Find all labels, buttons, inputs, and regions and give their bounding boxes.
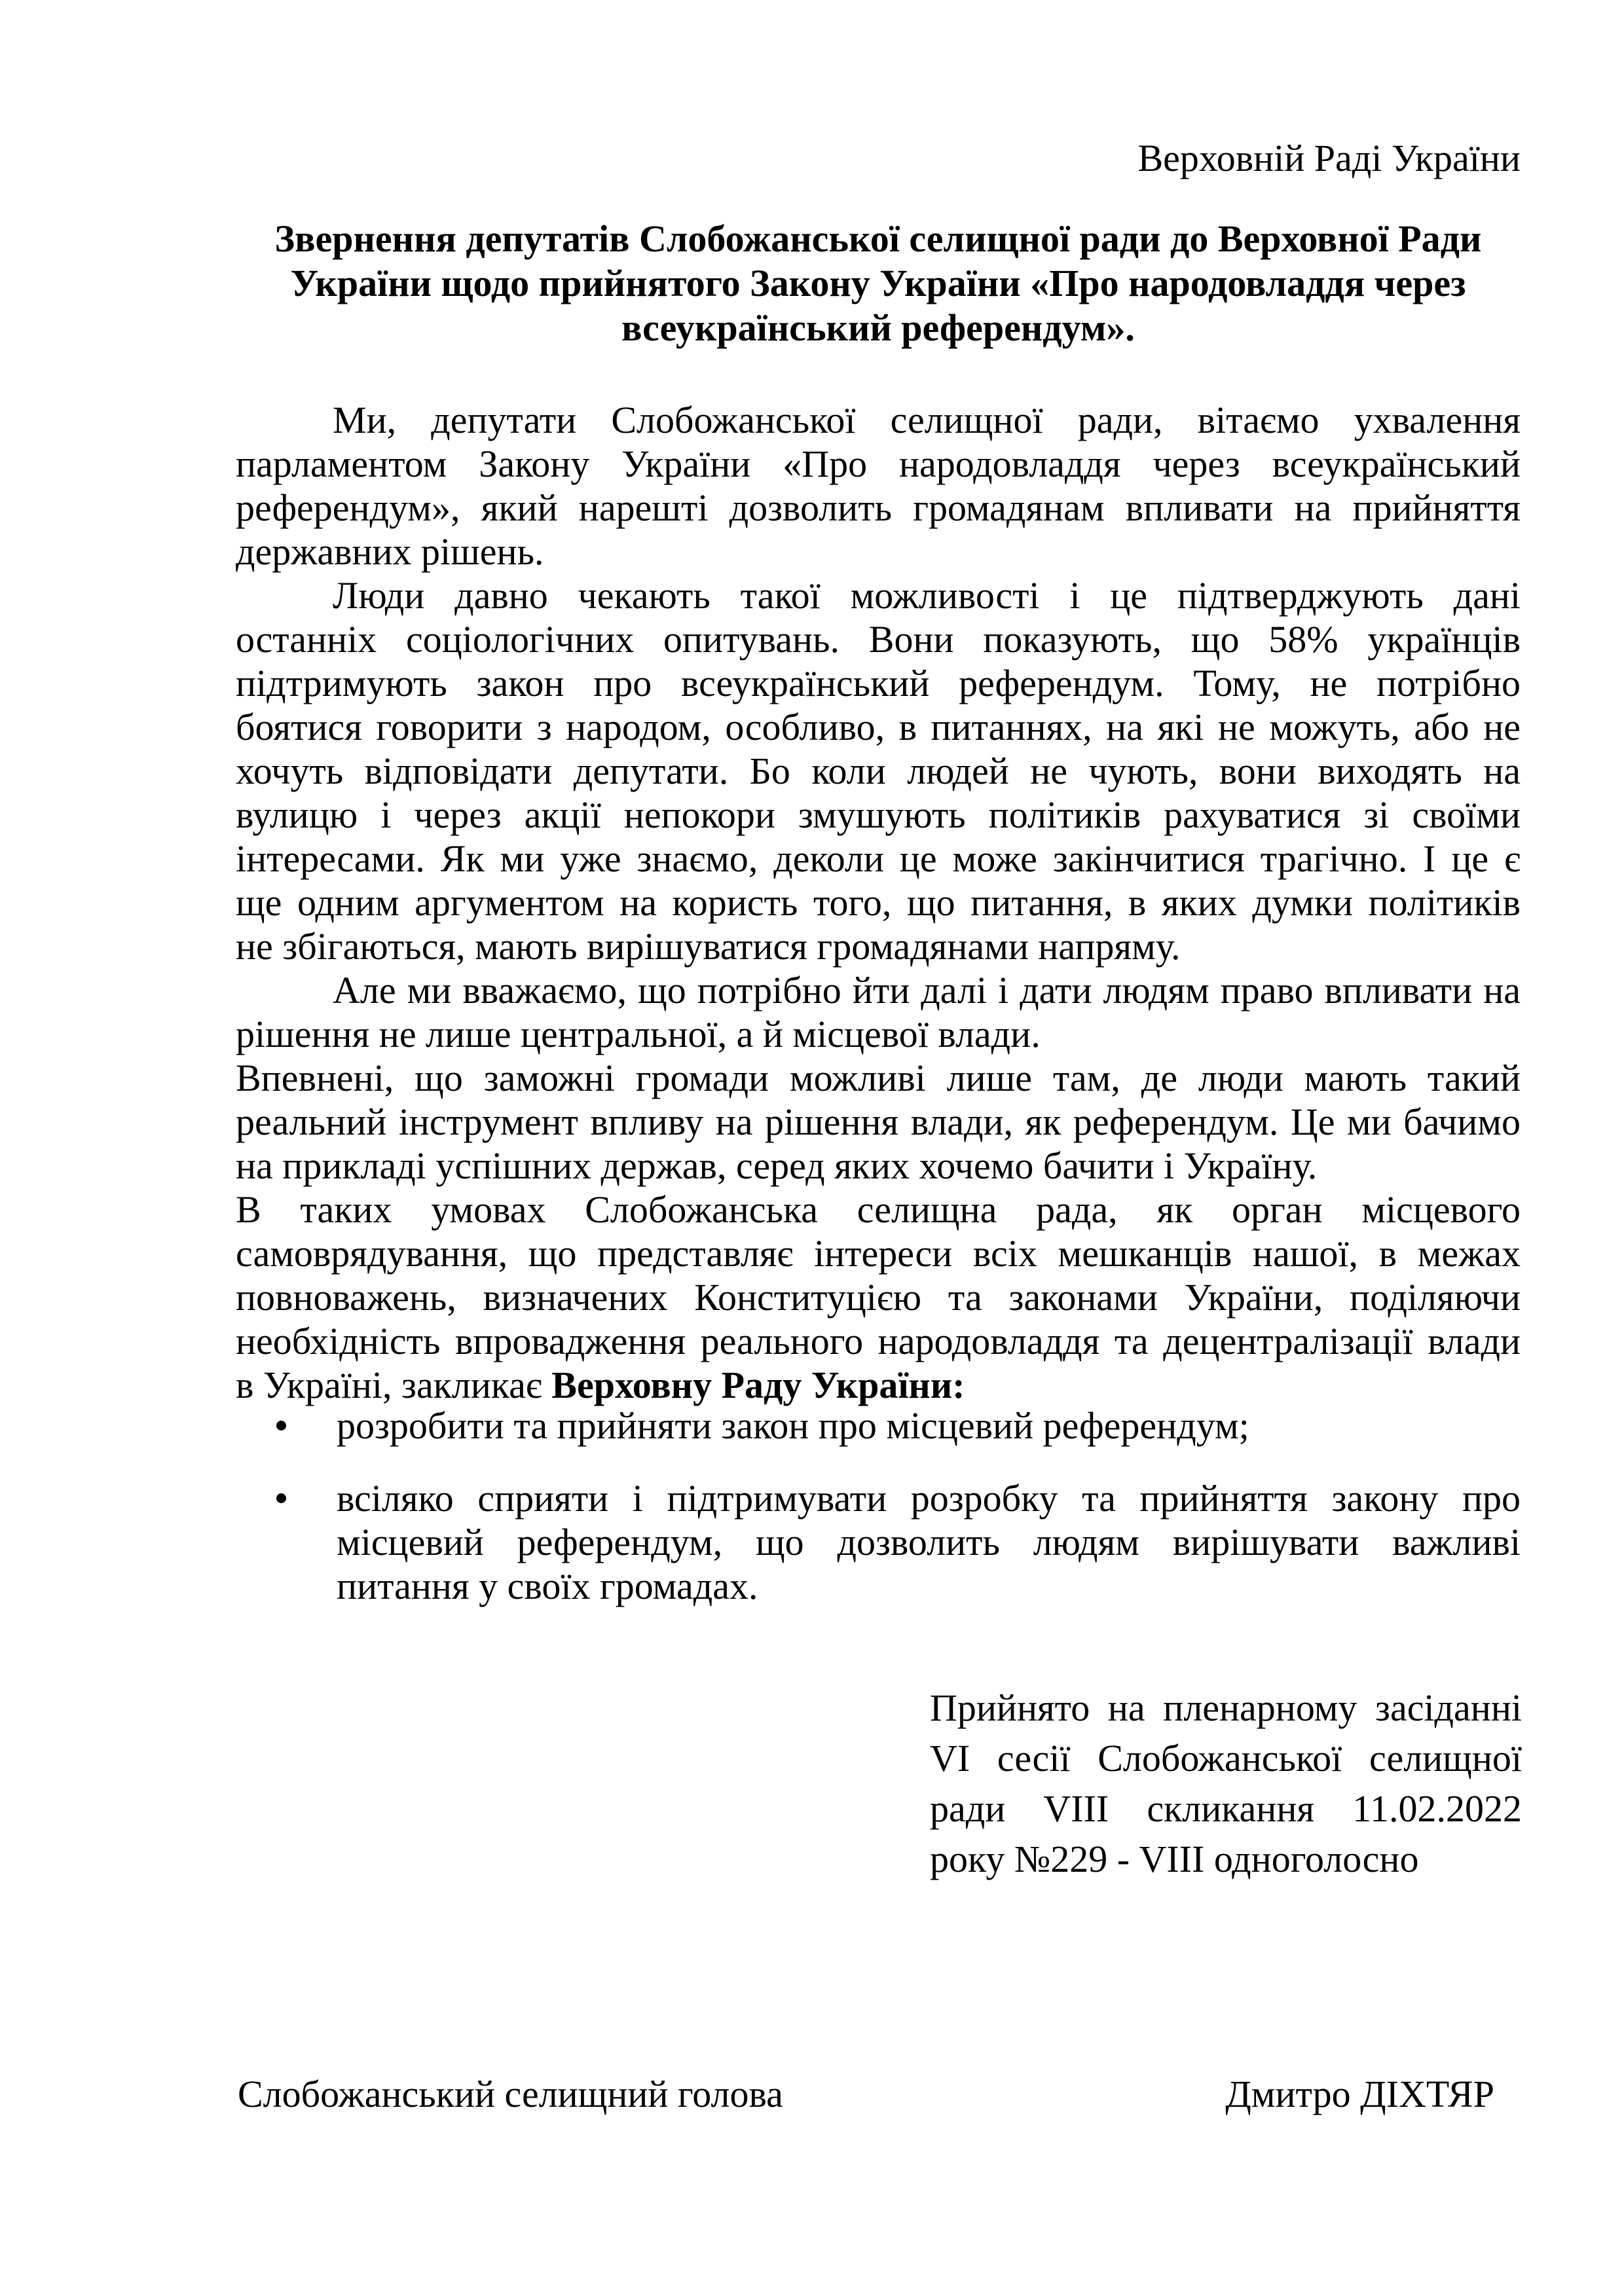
text-line: Впевнені, що заможні громади можливі лише там, де люди мають такий	[236, 1057, 1521, 1099]
text-line: реальний інструмент впливу на рішення влади, як референдум. Це ми бачимо	[236, 1101, 1521, 1143]
bullet-item-1	[236, 1404, 1521, 1448]
adoption-line: Прийнято на пленарному засіданні	[930, 1686, 1522, 1729]
text-line: інтересами. Як ми уже знаємо, деколи це може закінчитися трагічно. І це є	[236, 837, 1521, 880]
text-line: парламентом Закону України «Про народовладдя через всеукраїнський	[236, 443, 1521, 485]
text-line: рішення не лише центральної, а й місцевої влади.	[236, 1013, 1041, 1055]
text-line: необхідність впровадження реального народовладдя та децентралізації влади	[236, 1320, 1521, 1362]
paragraph-4	[236, 1056, 1521, 1188]
signatory-position: Слобожанський селищний голова	[238, 2073, 783, 2115]
addressee: Верховній Раді України	[1137, 137, 1521, 179]
text-line: Люди давно чекають такої можливості і це підтверджують дані	[333, 574, 1521, 617]
text-line: вулицю і через акції непокори змушують політиків рахуватися зі своїми	[236, 793, 1521, 836]
bullet-text: всіляко сприяти і підтримувати розробку та прийняття закону про	[337, 1477, 1521, 1520]
text-line: державних рішень.	[236, 530, 544, 573]
document-title	[236, 217, 1521, 350]
paragraph-5	[236, 1188, 1521, 1407]
text-line: на прикладі успішних держав, серед яких хочемо бачити і Україну.	[236, 1144, 1318, 1187]
bullet-icon	[276, 1493, 286, 1503]
paragraph-3	[236, 968, 1521, 1056]
adoption-line: ради VIII скликання 11.02.2022	[930, 1787, 1522, 1830]
bullet-item-2	[236, 1476, 1521, 1608]
text-line: останніх соціологічних опитувань. Вони показують, що 58% українців	[236, 618, 1521, 661]
text-line: Ми, депутати Слобожанської селищної ради, вітаємо ухвалення	[333, 399, 1521, 441]
bullet-icon	[276, 1421, 286, 1430]
text-line: боятися говорити з народом, особливо, в питаннях, на які не можуть, або не	[236, 706, 1521, 748]
text-plain: в Україні, закликає	[236, 1364, 552, 1406]
bullet-text: місцевий референдум, що дозволить людям вирішувати важливі	[337, 1521, 1521, 1563]
text-line: повноважень, визначених Конституцією та законами України, поділяючи	[236, 1276, 1521, 1319]
text-line: Але ми вважаємо, що потрібно йти далі і дати людям право впливати на	[333, 969, 1521, 1011]
text-line: самоврядування, що представляє інтереси всіх мешканців нашої, в межах	[236, 1232, 1521, 1275]
paragraph-2	[236, 574, 1521, 968]
text-line: хочуть відповідати депутати. Бо коли людей не чують, вони виходять на	[236, 750, 1521, 792]
paragraph-1	[236, 398, 1521, 574]
text-line: В таких умовах Слобожанська селищна рада, як орган місцевого	[236, 1188, 1521, 1231]
text-line: ще одним аргументом на користь того, що питання, в яких думки політиків	[236, 881, 1521, 924]
title-line: всеукраїнський референдум».	[621, 306, 1135, 349]
adoption-note	[930, 1683, 1522, 1884]
bullet-text: питання у своїх громадах.	[337, 1565, 758, 1607]
bullet-text: розробити та прийняти закон про місцевий референдум;	[337, 1404, 1249, 1447]
adoption-line: року №229 - VIII одноголосно	[930, 1838, 1419, 1880]
text-line: підтримують закон про всеукраїнський референдум. Тому, не потрібно	[236, 662, 1521, 704]
signatory-name: Дмитро ДІХТЯР	[1225, 2073, 1494, 2115]
title-line: України щодо прийнятого Закону України «Про народовладдя через	[290, 262, 1466, 304]
adoption-line: VI сесії Слобожанської селищної	[930, 1737, 1522, 1779]
text-line	[236, 1363, 1521, 1407]
title-line: Звернення депутатів Слобожанської селищної ради до Верховної Ради	[274, 217, 1482, 260]
text-line: не збігаються, мають вирішуватися громадянами напряму.	[236, 925, 1181, 968]
text-line: референдум», який нарешті дозволить громадянам впливати на прийняття	[236, 486, 1521, 529]
text-bold-addressee: Верховну Раду України:	[551, 1364, 965, 1406]
